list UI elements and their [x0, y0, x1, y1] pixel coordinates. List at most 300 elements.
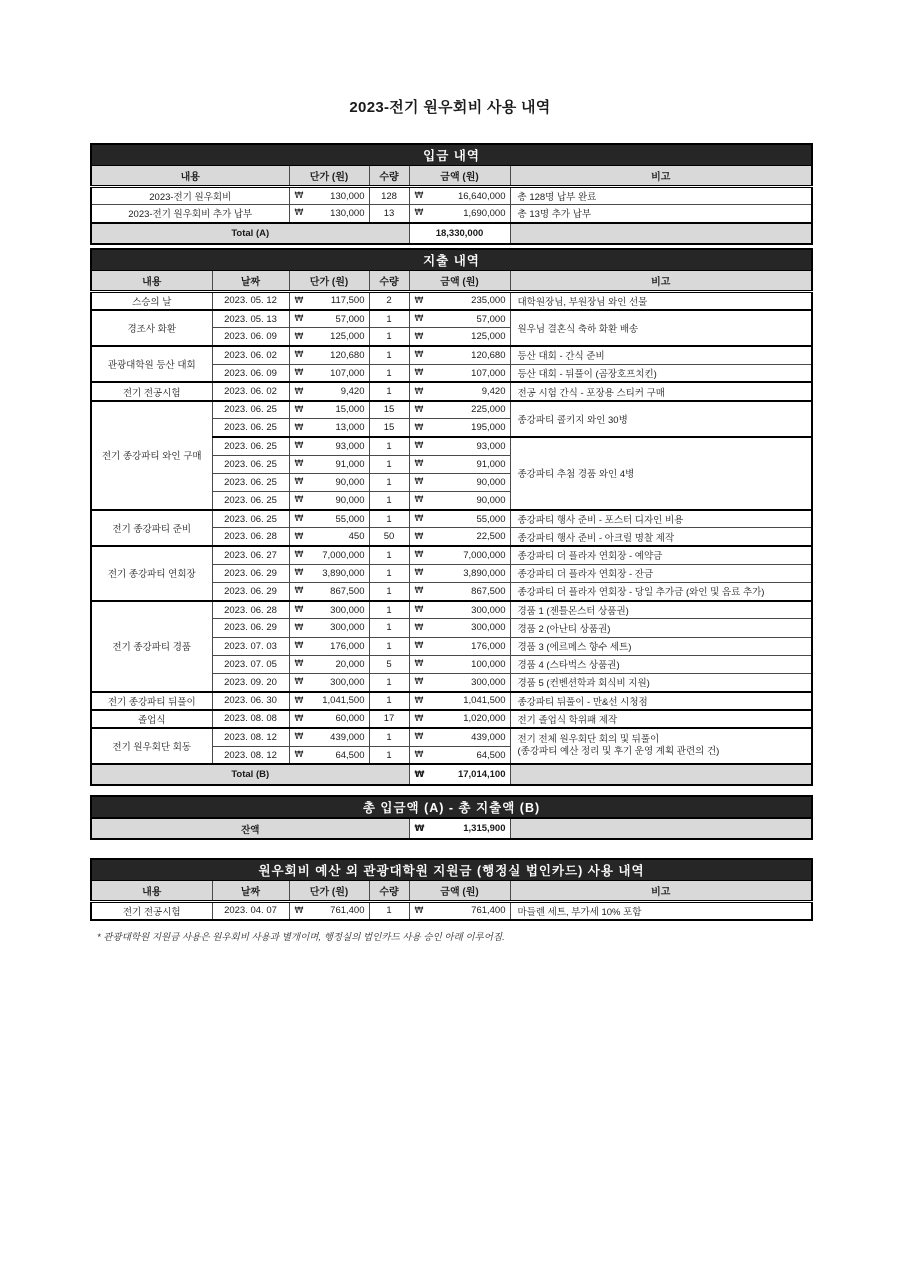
amount-value: 225,000 [471, 404, 506, 416]
col-header-date: 날짜 [212, 271, 289, 292]
col-header-item: 내용 [91, 271, 212, 292]
amount-value: 91,000 [476, 458, 506, 470]
qty-cell: 5 [369, 655, 409, 673]
qty-cell: 50 [369, 528, 409, 546]
support-section [90, 858, 811, 921]
item-cell: 전기 전공시험 [91, 382, 212, 400]
unit-price-cell [289, 419, 369, 437]
won-symbol: ₩ [414, 531, 424, 542]
amount-cell [409, 583, 510, 601]
unit-price-value: 450 [348, 531, 365, 543]
amount-cell [409, 728, 510, 746]
won-symbol: ₩ [414, 191, 424, 201]
unit-price-value: 15,000 [335, 404, 365, 416]
won-symbol: ₩ [294, 568, 304, 579]
item-cell: 2023-전기 원우회비 [91, 187, 289, 205]
qty-cell: 1 [369, 455, 409, 473]
support-row [91, 902, 812, 920]
won-symbol: ₩ [414, 459, 424, 470]
won-symbol: ₩ [294, 422, 304, 433]
amount-cell [409, 546, 510, 564]
item-cell: 전기 종강파티 연회장 [91, 546, 212, 601]
remark-line: (종강파티 예산 정리 및 후기 운영 계획 관련의 건) [517, 746, 720, 758]
remark-cell: 전기 졸업식 학위패 제작 [510, 710, 812, 728]
amount-cell [409, 619, 510, 637]
item-cell: 전기 전공시험 [91, 902, 212, 920]
col-header-qty: 수량 [369, 271, 409, 292]
amount-value: 16,640,000 [457, 190, 506, 202]
won-symbol: ₩ [294, 331, 304, 342]
date-cell: 2023. 08. 08 [212, 710, 289, 728]
remark-cell: 종강파티 더 플라자 연회장 - 예약금 [510, 546, 812, 564]
qty-cell: 17 [369, 710, 409, 728]
qty-cell: 1 [369, 601, 409, 619]
date-cell: 2023. 06. 29 [212, 619, 289, 637]
amount-value: 300,000 [471, 676, 506, 688]
qty-cell: 1 [369, 564, 409, 582]
won-symbol: ₩ [294, 732, 304, 743]
amount-value: 55,000 [476, 513, 506, 525]
income-table [90, 143, 813, 245]
total-remark-cell [510, 223, 812, 244]
item-cell: 전기 종강파티 와인 구매 [91, 401, 212, 510]
qty-cell: 1 [369, 346, 409, 364]
won-symbol: ₩ [294, 368, 304, 379]
balance-row [91, 818, 812, 839]
footnote: * 관광대학원 지원금 사용은 원우회비 사용과 별개이며, 행정실의 법인카드 사용 승인 아래 이루어짐. [97, 932, 505, 943]
won-symbol: ₩ [294, 677, 304, 688]
won-symbol: ₩ [414, 659, 424, 670]
remark-line: 전기 전체 원우회단 회의 및 뒤풀이 [517, 734, 660, 746]
won-symbol: ₩ [414, 422, 424, 433]
amount-value: 3,890,000 [463, 567, 506, 579]
date-cell: 2023. 06. 09 [212, 364, 289, 382]
won-symbol: ₩ [414, 641, 424, 652]
expense-row [91, 601, 812, 619]
item-cell: 전기 종강파티 준비 [91, 510, 212, 546]
won-symbol: ₩ [294, 605, 304, 616]
remark-cell [510, 728, 812, 764]
date-cell: 2023. 06. 09 [212, 328, 289, 346]
amount-cell [409, 401, 510, 419]
unit-price-value: 90,000 [335, 476, 365, 488]
col-header-remark: 비고 [510, 166, 812, 187]
expense-row [91, 692, 812, 710]
remark-cell: 등산 대회 - 간식 준비 [510, 346, 812, 364]
qty-cell: 1 [369, 364, 409, 382]
remark-cell: 종강파티 더 플라자 연회장 - 당일 추가금 (와인 및 음료 추가) [510, 583, 812, 601]
won-symbol: ₩ [414, 208, 424, 219]
balance-amount-value: 1,315,900 [463, 823, 506, 834]
unit-price-cell [289, 401, 369, 419]
qty-cell: 15 [369, 419, 409, 437]
unit-price-value: 867,500 [330, 585, 365, 597]
won-symbol: ₩ [414, 368, 424, 379]
unit-price-cell [289, 328, 369, 346]
expense-section [90, 248, 811, 786]
unit-price-value: 300,000 [330, 676, 365, 688]
date-cell: 2023. 08. 12 [212, 728, 289, 746]
col-header-date: 날짜 [212, 881, 289, 902]
balance-label-cell: 잔액 [91, 818, 409, 839]
amount-cell [409, 564, 510, 582]
qty-cell: 1 [369, 310, 409, 328]
amount-value: 57,000 [476, 313, 506, 325]
remark-cell: 경품 2 (아난티 상품권) [510, 619, 812, 637]
amount-cell [409, 382, 510, 400]
won-symbol: ₩ [294, 586, 304, 597]
col-header-amount: 금액 (원) [409, 166, 510, 187]
balance-section-header-row [91, 796, 812, 818]
expense-row [91, 510, 812, 528]
unit-price-cell [289, 455, 369, 473]
won-symbol: ₩ [294, 695, 304, 706]
unit-price-value: 64,500 [335, 749, 365, 761]
date-cell: 2023. 06. 02 [212, 346, 289, 364]
total-label-cell: Total (B) [91, 764, 409, 785]
unit-price-value: 176,000 [330, 640, 365, 652]
unit-price-cell [289, 637, 369, 655]
amount-cell [409, 328, 510, 346]
unit-price-cell [289, 528, 369, 546]
amount-cell [409, 492, 510, 510]
unit-price-cell [289, 655, 369, 673]
unit-price-cell [289, 746, 369, 764]
col-header-unit-price: 단가 (원) [289, 271, 369, 292]
qty-cell: 1 [369, 728, 409, 746]
expense-column-header-row [91, 271, 812, 292]
unit-price-value: 93,000 [335, 440, 365, 452]
unit-price-value: 761,400 [330, 905, 365, 917]
won-symbol: ₩ [414, 495, 424, 506]
qty-cell: 2 [369, 292, 409, 310]
won-symbol: ₩ [294, 622, 304, 633]
date-cell: 2023. 06. 29 [212, 564, 289, 582]
date-cell: 2023. 06. 25 [212, 473, 289, 491]
amount-value: 195,000 [471, 422, 506, 434]
won-symbol: ₩ [414, 550, 424, 561]
amount-cell [409, 419, 510, 437]
unit-price-value: 120,680 [330, 349, 365, 361]
date-cell: 2023. 06. 25 [212, 492, 289, 510]
unit-price-cell [289, 546, 369, 564]
remark-cell: 종강파티 더 플라자 연회장 - 잔금 [510, 564, 812, 582]
amount-cell [409, 187, 510, 205]
item-cell: 졸업식 [91, 710, 212, 728]
remark-cell: 원우님 결혼식 축하 화환 배송 [510, 310, 812, 346]
expense-row [91, 292, 812, 310]
expense-table [90, 248, 813, 786]
unit-price-cell [289, 382, 369, 400]
unit-price-cell [289, 205, 369, 223]
won-symbol: ₩ [414, 441, 424, 452]
expense-row [91, 382, 812, 400]
amount-value: 9,420 [481, 386, 506, 398]
unit-price-value: 57,000 [335, 313, 365, 325]
unit-price-value: 20,000 [335, 658, 365, 670]
remark-cell: 총 128명 납부 완료 [510, 187, 812, 205]
col-header-unit-price: 단가 (원) [289, 881, 369, 902]
expense-row [91, 346, 812, 364]
support-table [90, 858, 813, 921]
won-symbol: ₩ [294, 750, 304, 761]
item-cell: 경조사 화환 [91, 310, 212, 346]
amount-cell [409, 655, 510, 673]
support-section-header-row [91, 859, 812, 881]
col-header-amount: 금액 (원) [409, 271, 510, 292]
remark-cell: 경품 3 (에르메스 향수 세트) [510, 637, 812, 655]
unit-price-cell [289, 310, 369, 328]
unit-price-value: 300,000 [330, 604, 365, 616]
date-cell: 2023. 07. 05 [212, 655, 289, 673]
unit-price-value: 55,000 [335, 513, 365, 525]
qty-cell: 1 [369, 692, 409, 710]
remark-cell: 전공 시험 간식 - 포장용 스티커 구매 [510, 382, 812, 400]
amount-value: 300,000 [471, 604, 506, 616]
amount-cell [409, 601, 510, 619]
qty-cell: 128 [369, 187, 409, 205]
won-symbol: ₩ [294, 713, 304, 724]
remark-cell: 마들렌 세트, 부가세 10% 포함 [510, 902, 812, 920]
unit-price-cell [289, 510, 369, 528]
won-symbol: ₩ [414, 568, 424, 579]
date-cell: 2023. 06. 28 [212, 528, 289, 546]
won-symbol: ₩ [414, 331, 424, 342]
amount-value: 1,041,500 [463, 695, 506, 707]
unit-price-cell [289, 346, 369, 364]
unit-price-cell [289, 364, 369, 382]
amount-value: 90,000 [476, 476, 506, 488]
remark-cell: 종강파티 뒤풀이 - 만&선 시청점 [510, 692, 812, 710]
unit-price-cell [289, 564, 369, 582]
date-cell: 2023. 06. 02 [212, 382, 289, 400]
date-cell: 2023. 06. 25 [212, 437, 289, 455]
qty-cell: 1 [369, 382, 409, 400]
amount-cell [409, 510, 510, 528]
total-label-cell: Total (A) [91, 223, 409, 244]
col-header-amount: 금액 (원) [409, 881, 510, 902]
amount-cell [409, 746, 510, 764]
col-header-remark: 비고 [510, 881, 812, 902]
amount-cell [409, 637, 510, 655]
col-header-qty: 수량 [369, 166, 409, 187]
total-amount-cell: 18,330,000 [409, 223, 510, 244]
won-symbol: ₩ [294, 531, 304, 542]
col-header-remark: 비고 [510, 271, 812, 292]
amount-value: 761,400 [471, 905, 506, 917]
date-cell: 2023. 09. 20 [212, 673, 289, 691]
unit-price-value: 1,041,500 [322, 695, 365, 707]
total-amount-value: 17,014,100 [457, 769, 506, 781]
won-symbol: ₩ [414, 713, 424, 724]
unit-price-cell [289, 492, 369, 510]
won-symbol: ₩ [414, 622, 424, 633]
won-symbol: ₩ [414, 750, 424, 761]
expense-row [91, 401, 812, 419]
date-cell: 2023. 05. 13 [212, 310, 289, 328]
col-header-item: 내용 [91, 166, 289, 187]
unit-price-cell [289, 692, 369, 710]
amount-value: 300,000 [471, 622, 506, 634]
amount-value: 176,000 [471, 640, 506, 652]
date-cell: 2023. 06. 25 [212, 419, 289, 437]
qty-cell: 1 [369, 673, 409, 691]
remark-cell: 경품 5 (컨벤션학과 회식비 지원) [510, 673, 812, 691]
won-symbol: ₩ [294, 550, 304, 561]
amount-value: 235,000 [471, 295, 506, 307]
won-symbol: ₩ [294, 208, 304, 219]
amount-value: 90,000 [476, 494, 506, 506]
expense-row [91, 310, 812, 328]
balance-table [90, 795, 813, 840]
item-cell: 스승의 날 [91, 292, 212, 310]
unit-price-value: 300,000 [330, 622, 365, 634]
balance-remark-cell [510, 818, 812, 839]
amount-cell [409, 692, 510, 710]
amount-value: 7,000,000 [463, 549, 506, 561]
col-header-unit-price: 단가 (원) [289, 166, 369, 187]
won-symbol: ₩ [414, 586, 424, 597]
unit-price-value: 117,500 [330, 295, 365, 307]
qty-cell: 1 [369, 473, 409, 491]
qty-cell: 1 [369, 437, 409, 455]
won-symbol: ₩ [294, 350, 304, 361]
item-cell: 관광대학원 등산 대회 [91, 346, 212, 382]
income-section-title: 입금 내역 [91, 144, 812, 166]
won-symbol: ₩ [294, 495, 304, 506]
unit-price-value: 130,000 [330, 207, 365, 219]
qty-cell: 1 [369, 328, 409, 346]
date-cell: 2023. 06. 28 [212, 601, 289, 619]
total-amount-cell [409, 764, 510, 785]
unit-price-cell [289, 710, 369, 728]
unit-price-value: 90,000 [335, 494, 365, 506]
amount-value: 64,500 [476, 749, 506, 761]
remark-cell: 등산 대회 - 뒤풀이 (곰장호프치킨) [510, 364, 812, 382]
date-cell: 2023. 04. 07 [212, 902, 289, 920]
date-cell: 2023. 06. 25 [212, 455, 289, 473]
unit-price-value: 9,420 [340, 386, 365, 398]
qty-cell: 13 [369, 205, 409, 223]
unit-price-value: 130,000 [330, 190, 365, 202]
qty-cell: 1 [369, 637, 409, 655]
unit-price-cell [289, 187, 369, 205]
amount-value: 107,000 [471, 367, 506, 379]
unit-price-cell [289, 292, 369, 310]
amount-cell [409, 346, 510, 364]
item-cell: 전기 종강파티 뒤풀이 [91, 692, 212, 710]
item-cell: 전기 원우회단 회동 [91, 728, 212, 764]
won-symbol: ₩ [414, 695, 424, 706]
qty-cell: 1 [369, 583, 409, 601]
won-symbol: ₩ [294, 441, 304, 452]
amount-cell [409, 528, 510, 546]
amount-cell [409, 902, 510, 920]
amount-value: 125,000 [471, 331, 506, 343]
remark-cell: 종강파티 콜키지 와인 30병 [510, 401, 812, 437]
unit-price-cell [289, 902, 369, 920]
remark-cell: 종강파티 추첨 경품 와인 4병 [510, 437, 812, 510]
unit-price-cell [289, 673, 369, 691]
expense-row [91, 546, 812, 564]
amount-value: 120,680 [471, 349, 506, 361]
won-symbol: ₩ [414, 514, 424, 525]
income-row [91, 187, 812, 205]
total-remark-cell [510, 764, 812, 785]
amount-value: 439,000 [471, 731, 506, 743]
amount-value: 1,020,000 [463, 713, 506, 725]
qty-cell: 1 [369, 510, 409, 528]
amount-cell [409, 310, 510, 328]
won-symbol: ₩ [414, 295, 424, 306]
won-symbol: ₩ [294, 295, 304, 306]
amount-cell [409, 473, 510, 491]
won-symbol: ₩ [294, 386, 304, 397]
qty-cell: 15 [369, 401, 409, 419]
unit-price-value: 13,000 [335, 422, 365, 434]
won-symbol: ₩ [294, 459, 304, 470]
date-cell: 2023. 08. 12 [212, 746, 289, 764]
income-section [90, 143, 811, 245]
income-total-row [91, 223, 812, 244]
won-symbol: ₩ [294, 659, 304, 670]
date-cell: 2023. 07. 03 [212, 637, 289, 655]
amount-cell [409, 437, 510, 455]
won-symbol: ₩ [414, 605, 424, 616]
unit-price-value: 91,000 [335, 458, 365, 470]
qty-cell: 1 [369, 902, 409, 920]
won-symbol: ₩ [294, 477, 304, 488]
expense-total-row [91, 764, 812, 785]
expense-section-header-row [91, 249, 812, 271]
unit-price-value: 7,000,000 [322, 549, 365, 561]
unit-price-cell [289, 619, 369, 637]
won-symbol: ₩ [414, 404, 424, 415]
date-cell: 2023. 06. 25 [212, 510, 289, 528]
amount-cell [409, 455, 510, 473]
won-symbol: ₩ [414, 350, 424, 361]
date-cell: 2023. 05. 12 [212, 292, 289, 310]
amount-cell [409, 205, 510, 223]
remark-cell: 총 13명 추가 납부 [510, 205, 812, 223]
unit-price-value: 107,000 [330, 367, 365, 379]
amount-cell [409, 364, 510, 382]
balance-section-title: 총 입금액 (A) - 총 지출액 (B) [91, 796, 812, 818]
amount-cell [409, 673, 510, 691]
expense-row [91, 710, 812, 728]
amount-value: 100,000 [471, 658, 506, 670]
col-header-item: 내용 [91, 881, 212, 902]
qty-cell: 1 [369, 546, 409, 564]
balance-amount-cell [409, 818, 510, 839]
unit-price-cell [289, 583, 369, 601]
remark-cell: 종강파티 행사 준비 - 포스터 디자인 비용 [510, 510, 812, 528]
won-symbol: ₩ [294, 404, 304, 415]
unit-price-value: 60,000 [335, 713, 365, 725]
remark-cell: 종강파티 행사 준비 - 아크릴 명찰 제작 [510, 528, 812, 546]
won-symbol: ₩ [294, 314, 304, 325]
won-symbol: ₩ [414, 386, 424, 397]
balance-section [90, 795, 811, 840]
support-section-title: 원우회비 예산 외 관광대학원 지원금 (행정실 법인카드) 사용 내역 [91, 859, 812, 881]
won-symbol: ₩ [414, 732, 424, 743]
qty-cell: 1 [369, 619, 409, 637]
won-symbol: ₩ [414, 677, 424, 688]
amount-cell [409, 710, 510, 728]
unit-price-value: 125,000 [330, 331, 365, 343]
date-cell: 2023. 06. 29 [212, 583, 289, 601]
unit-price-cell [289, 437, 369, 455]
